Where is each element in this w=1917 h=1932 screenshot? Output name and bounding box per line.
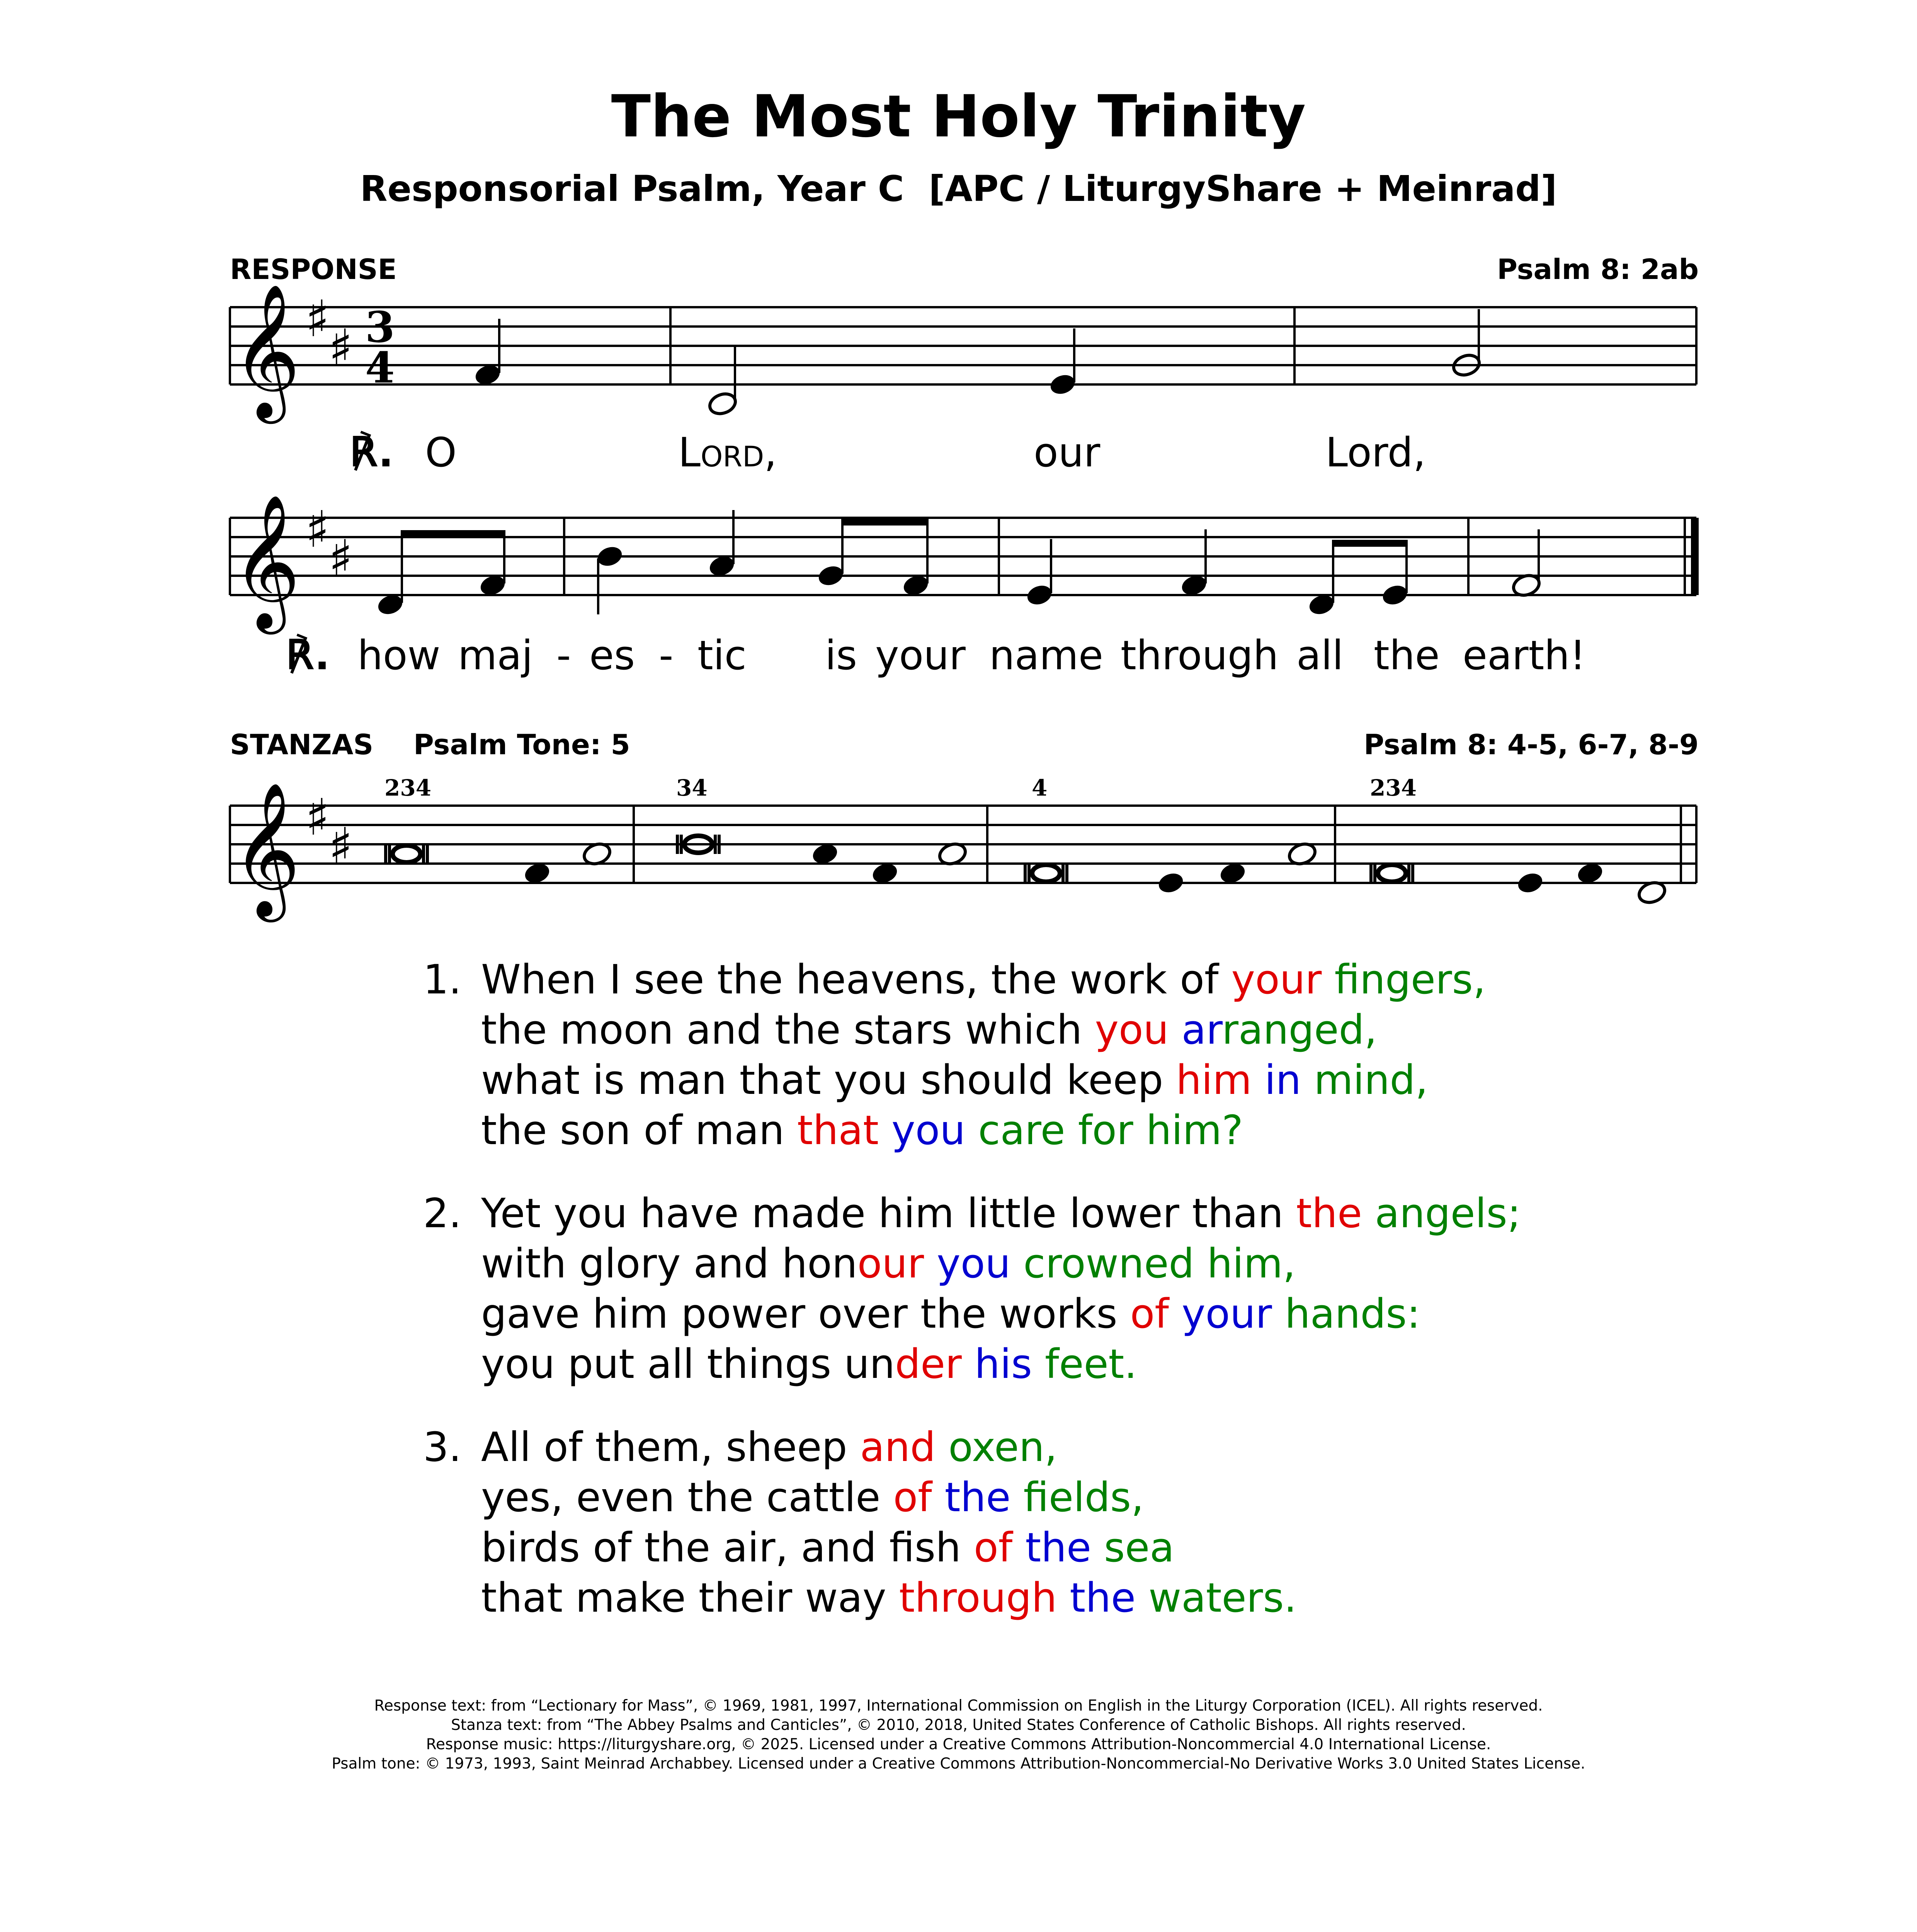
stanza-text-segment: the son of man — [481, 1107, 797, 1154]
lyric-word: - — [659, 632, 674, 679]
lyric-word: O — [425, 429, 457, 476]
tone-number: 4 — [1032, 775, 1048, 801]
stanza-text-segment: you put all things un — [481, 1340, 895, 1388]
stanza-line — [481, 1289, 1420, 1339]
breve-note — [386, 844, 427, 864]
stanza-text-segment: hands: — [1272, 1290, 1420, 1337]
lyric-word: es — [589, 632, 635, 679]
stanza-line — [481, 1573, 1297, 1623]
tone-number: 234 — [384, 775, 432, 801]
lyric-word: your — [875, 632, 966, 679]
stanza-text-segment: the moon and the stars which — [481, 1006, 1095, 1053]
stanza-line — [481, 1422, 1057, 1472]
stanza-text-segment: him — [1176, 1056, 1252, 1104]
sharp-icon: ♯ — [305, 289, 330, 348]
lyric-word: how — [357, 632, 441, 679]
response-marker: ℟. — [286, 632, 330, 679]
lyric-word: all — [1296, 632, 1344, 679]
stanza-text-segment: feet. — [1032, 1340, 1137, 1388]
stanza-text-segment: fingers, — [1322, 956, 1486, 1003]
time-signature-top: 3 — [365, 302, 395, 352]
stanza-text-segment: gave him power over the works — [481, 1290, 1130, 1337]
stanza-text-segment: and — [860, 1423, 936, 1471]
stanza-text-segment: what is man that you should keep — [481, 1056, 1176, 1104]
stanza-text-segment: All of them, sheep — [481, 1423, 860, 1471]
stanza-text-segment: that — [797, 1107, 879, 1154]
stanza-text-segment: birds of the air, and fish — [481, 1524, 974, 1571]
stanza-text-segment: waters. — [1136, 1574, 1297, 1621]
time-signature-bottom: 4 — [365, 343, 395, 393]
page-subtitle: Responsorial Psalm, Year C [APC / LiturgyShare + Meinrad] — [360, 168, 1557, 209]
stanza-text-segment: you — [1095, 1006, 1169, 1053]
stanza-text-segment: in — [1252, 1056, 1301, 1104]
stanza-text-segment: our — [857, 1240, 924, 1287]
stanza-text-segment: der — [895, 1340, 962, 1388]
copyright-footer — [0, 1696, 1917, 1774]
psalm-tone-label: Psalm Tone: 5 — [413, 728, 630, 761]
stanza-text-segment: through — [899, 1574, 1057, 1621]
stanza-number: 3. — [423, 1423, 462, 1471]
stanza-text-segment: sea — [1091, 1524, 1174, 1571]
stanza-line — [481, 954, 1486, 1005]
stanza-text-segment: his — [961, 1340, 1032, 1388]
treble-clef-icon: 𝄞 — [232, 781, 301, 916]
breve-note — [1025, 864, 1067, 883]
footer-line: Stanza text: from “The Abbey Psalms and Canticles”, © 2010, 2018, United States Conference of Catholic Bishops. All rights reserved. — [451, 1716, 1466, 1734]
stanza-line — [481, 1188, 1521, 1238]
stanza-text-segment: the — [1057, 1574, 1136, 1621]
response-marker: ℟. — [350, 429, 394, 476]
stanza-text-segment: mind, — [1301, 1056, 1428, 1104]
treble-clef-icon: 𝄞 — [232, 493, 301, 628]
stanza-line — [481, 1472, 1144, 1522]
lyric-word: maj — [458, 632, 533, 679]
lyric-word: tic — [697, 632, 747, 679]
stanza-text-segment: yes, even the cattle — [481, 1474, 893, 1521]
stanza-line — [481, 1339, 1137, 1389]
stanza-text-segment: that make their way — [481, 1574, 899, 1621]
sharp-icon: ♯ — [328, 529, 353, 588]
response-reference: Psalm 8: 2ab — [1497, 253, 1699, 286]
lyric-word: Lord, — [1325, 429, 1426, 476]
stanza-text-segment: you — [924, 1240, 1011, 1287]
footer-line: Response music: https://liturgyshare.org, © 2025. Licensed under a Creative Commons Attribution-Noncommercial 4.0 International License. — [426, 1736, 1491, 1753]
lyric-word: Lord, — [678, 429, 777, 476]
stanza-text-segment: of — [893, 1474, 932, 1521]
stanza-text-segment: angels; — [1362, 1190, 1521, 1237]
treble-clef-icon: 𝄞 — [232, 283, 301, 418]
breve-note — [1371, 864, 1413, 883]
stanza-text-segment: When I see the heavens, the work of — [481, 956, 1232, 1003]
lyric-word: name — [989, 632, 1103, 679]
stanza-line — [481, 1105, 1243, 1155]
stanzas-reference: Psalm 8: 4-5, 6-7, 8-9 — [1364, 728, 1699, 761]
lyric-word: - — [556, 632, 571, 679]
stanza-text-segment: Yet you have made him little lower than — [481, 1190, 1296, 1237]
footer-line: Response text: from “Lectionary for Mass”, © 1969, 1981, 1997, International Commission on English in the Liturgy Corporation (ICEL). All rights reserved. — [374, 1697, 1543, 1714]
stanza-line — [481, 1238, 1296, 1289]
stanza-text-segment: with glory and hon — [481, 1240, 857, 1287]
stanza-text-segment: you — [879, 1107, 966, 1154]
sharp-icon: ♯ — [305, 788, 330, 847]
stanza-text-segment: fields, — [1010, 1474, 1144, 1521]
stanza-number: 2. — [423, 1190, 462, 1237]
sharp-icon: ♯ — [328, 817, 353, 876]
stanza-line — [481, 1522, 1174, 1573]
tone-number: 34 — [676, 775, 708, 801]
stanza-line — [481, 1005, 1377, 1055]
stanza-text-segment: the — [932, 1474, 1011, 1521]
page-title: The Most Holy Trinity — [611, 83, 1306, 150]
stanza-text-segment: crowned him, — [1010, 1240, 1296, 1287]
stanza-text-segment: the — [1296, 1190, 1362, 1237]
lyric-word: the — [1374, 632, 1440, 679]
stanza-text-segment: ar — [1169, 1006, 1222, 1053]
lyric-word: our — [1034, 429, 1101, 476]
lyric-word: earth! — [1463, 632, 1586, 679]
footer-line: Psalm tone: © 1973, 1993, Saint Meinrad Archabbey. Licensed under a Creative Commons Attribution-Noncommercial-No Derivative Works 3.0 United States License. — [332, 1755, 1585, 1772]
stanza-number: 1. — [423, 956, 462, 1003]
stanzas-label: STANZAS — [230, 728, 374, 761]
response-label: RESPONSE — [230, 253, 397, 286]
tone-number: 234 — [1370, 775, 1417, 801]
stanza-text-segment: ranged, — [1222, 1006, 1377, 1053]
sharp-icon: ♯ — [305, 500, 330, 559]
lyric-word: through — [1121, 632, 1279, 679]
stanza-text-segment: care for him? — [965, 1107, 1243, 1154]
lyric-word: is — [825, 632, 857, 679]
stanza-text-segment: the — [1012, 1524, 1091, 1571]
stanza-text-segment: of — [1130, 1290, 1169, 1337]
stanza-text-segment: oxen, — [936, 1423, 1058, 1471]
stanza-text-segment: your — [1169, 1290, 1272, 1337]
stanza-line — [481, 1055, 1428, 1105]
stanza-text-segment: your — [1231, 956, 1322, 1003]
stanza-text-segment: of — [974, 1524, 1013, 1571]
sharp-icon: ♯ — [328, 318, 353, 377]
